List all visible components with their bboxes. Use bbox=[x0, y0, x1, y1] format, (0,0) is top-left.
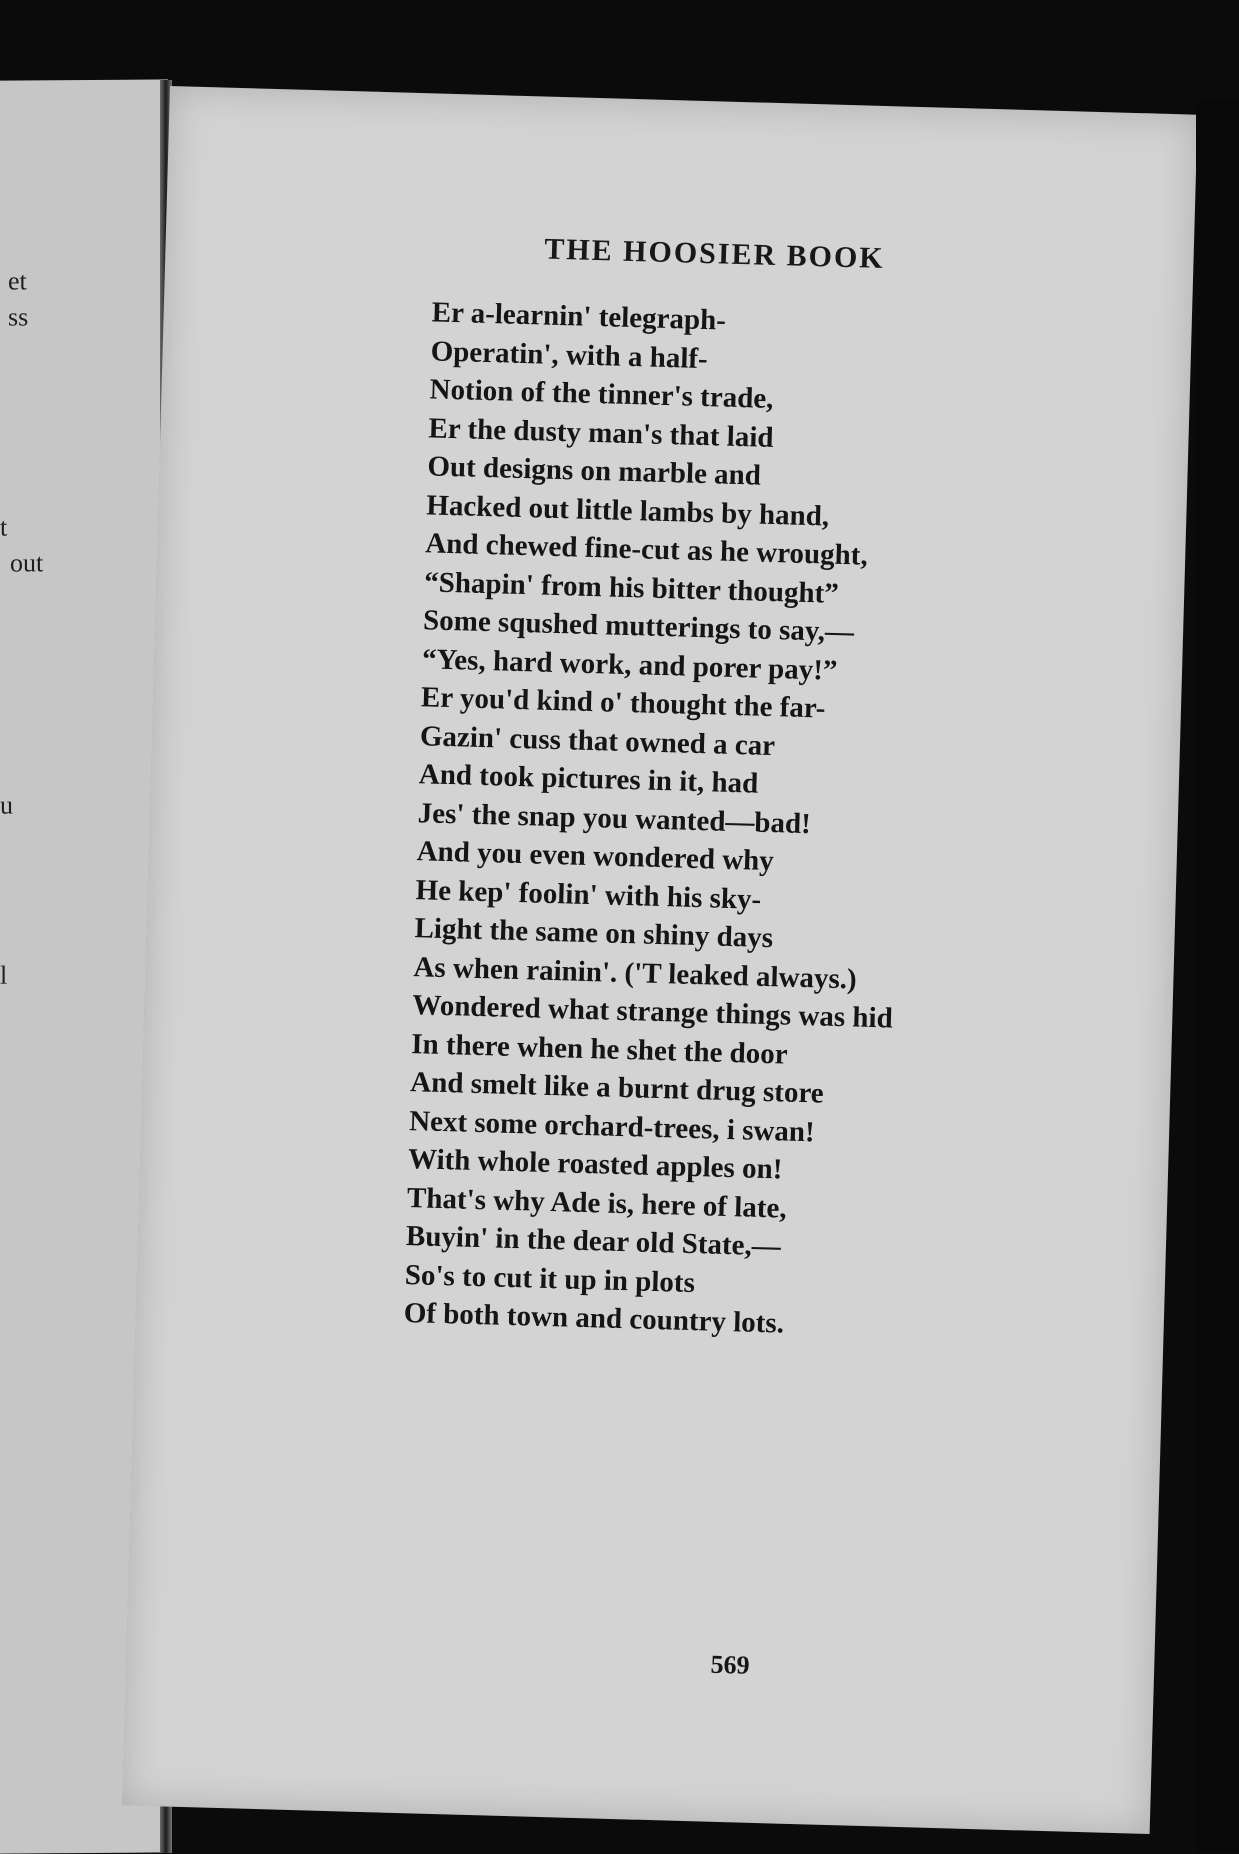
poem-line: Er a-learnin' telegraph- bbox=[431, 296, 727, 337]
poem-line: And smelt like a burnt drug store bbox=[409, 1066, 825, 1110]
poem-line: Light the same on shiny days bbox=[414, 912, 774, 955]
running-head: THE HOOSIER BOOK bbox=[543, 232, 886, 276]
poem-line: That's why Ade is, here of late, bbox=[406, 1181, 788, 1225]
poem-text bbox=[403, 293, 912, 1346]
left-page-fragment: u bbox=[0, 790, 13, 820]
poem-line: With whole roasted apples on! bbox=[407, 1143, 783, 1186]
poem-line: And chewed fine-cut as he wrought, bbox=[424, 527, 869, 572]
left-page-fragment: ss bbox=[8, 302, 29, 332]
poem-line: Buyin' in the dear old State,— bbox=[405, 1220, 782, 1263]
poem-line: Some squshed mutterings to say,— bbox=[422, 604, 855, 649]
left-page-fragment: l bbox=[0, 960, 8, 990]
poem-line: He kep' foolin' with his sky- bbox=[415, 873, 762, 916]
poem-line: Er the dusty man's that laid bbox=[428, 411, 774, 454]
poem-line: Er you'd kind o' thought the far- bbox=[420, 681, 826, 725]
left-page-fragment: et bbox=[8, 266, 27, 296]
right-page bbox=[122, 86, 1198, 1834]
poem-line: And you even wondered why bbox=[416, 835, 775, 878]
poem-line: “Yes, hard work, and porer pay!” bbox=[421, 642, 838, 687]
poem-line: In there when he shet the door bbox=[410, 1027, 789, 1071]
poem-line: Next some orchard-trees, i swan! bbox=[408, 1104, 816, 1148]
scan-border bbox=[1196, 100, 1239, 1853]
poem-line: Wondered what strange things was hid bbox=[411, 989, 894, 1035]
left-page-fragment: t bbox=[0, 512, 8, 542]
poem-line: “Shapin' from his bitter thought” bbox=[423, 565, 840, 610]
poem-line: Operatin', with a half- bbox=[430, 334, 709, 375]
left-page-fragment: out bbox=[10, 548, 44, 578]
poem-line: And took pictures in it, had bbox=[418, 758, 759, 800]
poem-line: Notion of the tinner's trade, bbox=[429, 373, 774, 415]
poem-line: Gazin' cuss that owned a car bbox=[419, 719, 776, 762]
poem-line: As when rainin'. ('T leaked always.) bbox=[413, 950, 858, 996]
page-number: 569 bbox=[710, 1649, 751, 1680]
poem-line: Jes' the snap you wanted—bad! bbox=[417, 796, 812, 840]
poem-line: Of both town and country lots. bbox=[403, 1297, 785, 1340]
poem-line: Hacked out little lambs by hand, bbox=[425, 488, 830, 533]
poem-line: So's to cut it up in plots bbox=[404, 1258, 696, 1299]
poem-line: Out designs on marble and bbox=[427, 450, 762, 492]
